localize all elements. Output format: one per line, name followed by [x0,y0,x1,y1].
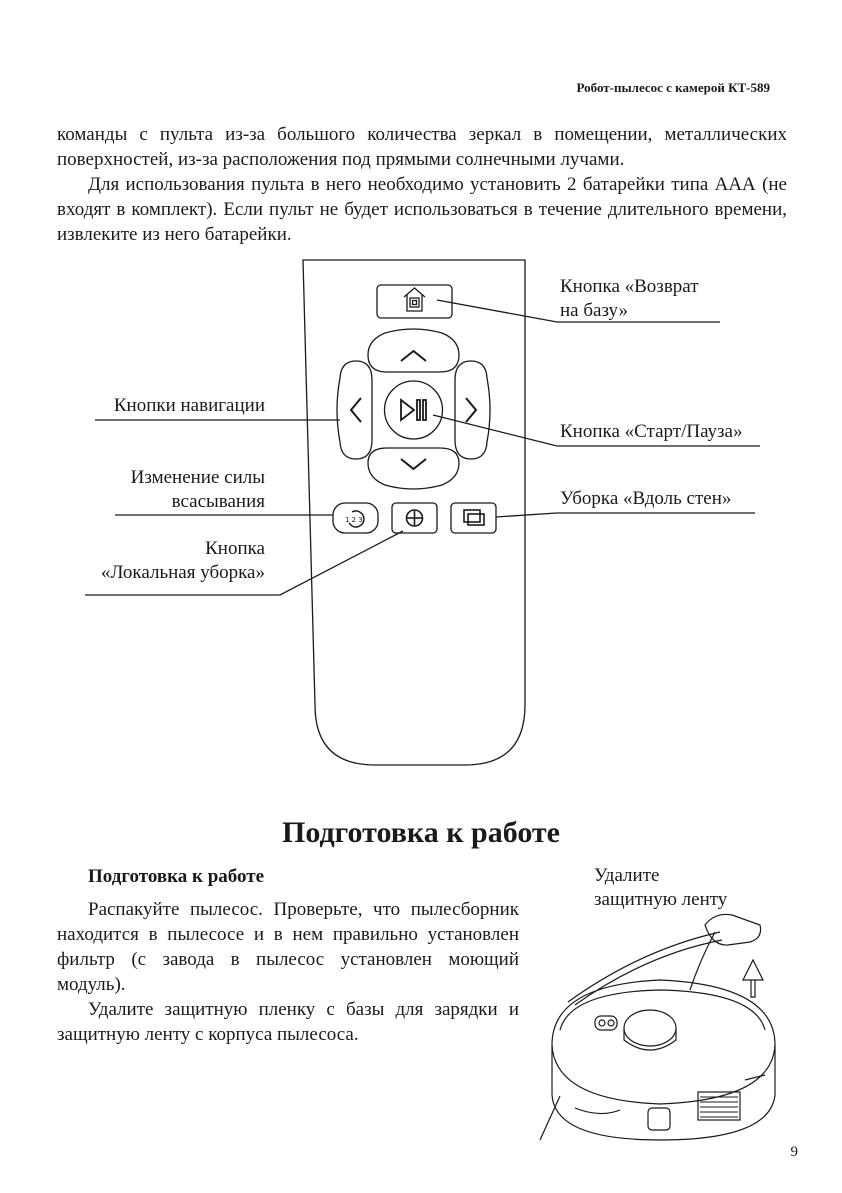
prep-subtitle: Подготовка к работе [88,866,265,887]
intro-paragraph: команды с пульта из-за большого количества зеркал в помещении, металлических поверхностей, из-за расположения под прямыми солнечными лучами. [57,124,787,170]
chevron-down-icon [401,459,426,469]
protective-tape [568,932,720,1002]
label-home-line1: Кнопка «Возврат [560,276,699,297]
prep-paragraph: Распакуйте пылесос. Проверьте, что пылесборник находится в пылесосе и в нем правильно установлен фильтр (с завода в пылесос установлен моющий модуль). [57,899,519,995]
robot-illustration [530,910,780,1142]
nav-left-button [337,361,372,459]
chevron-left-icon [351,398,361,422]
label-spot-line2: «Локальная уборка» [101,562,265,583]
prep-paragraph: Удалите защитную пленку с базы для зарядки и защитную ленту с корпуса пылесоса. [57,999,519,1045]
label-spot [101,537,265,585]
nav-right-button [455,361,490,459]
edge-button [451,503,496,533]
leader-edge [496,513,755,517]
intro-text [57,122,787,247]
remote-control-diagram [0,250,842,790]
intro-paragraph: Для использования пульта в него необходимо установить 2 батарейки типа ААА (не входят в комплект). Если пульт не будет использоваться в течение длительного времени, извлеките из него батарейки. [57,174,787,245]
spot-clean-icon [407,510,423,526]
label-spot-line1: Кнопка [205,538,265,559]
label-home-line2: на базу» [560,300,629,321]
play-pause-icon [401,400,426,420]
robot-lidar [624,1010,676,1046]
chevron-right-icon [466,398,476,422]
label-home [560,275,699,323]
section-title: Подготовка к работе [282,816,560,849]
label-suction [131,466,265,514]
label-suction-line1: Изменение силы [130,467,265,488]
prep-text [57,864,519,1047]
suction-icon-text: 1 2 3 [345,516,363,524]
home-icon [404,288,425,311]
label-suction-line2: всасывания [171,491,265,512]
arrow-up-icon [743,960,763,997]
chevron-up-icon [401,351,426,361]
running-header: Робот-пылесос с камерой КТ-589 [576,80,770,95]
hand-icon [705,914,761,945]
home-button [377,285,452,318]
label-navigation: Кнопки навигации [113,395,265,416]
tape-label-line2: защитную ленту [594,889,728,910]
tape-label [594,864,727,912]
label-start-pause: Кнопка «Старт/Пауза» [560,421,743,442]
label-edge: Уборка «Вдоль стен» [560,488,732,509]
tape-label-line1: Удалите [594,865,660,886]
page-number: 9 [790,1144,798,1160]
edge-clean-icon [464,510,484,525]
